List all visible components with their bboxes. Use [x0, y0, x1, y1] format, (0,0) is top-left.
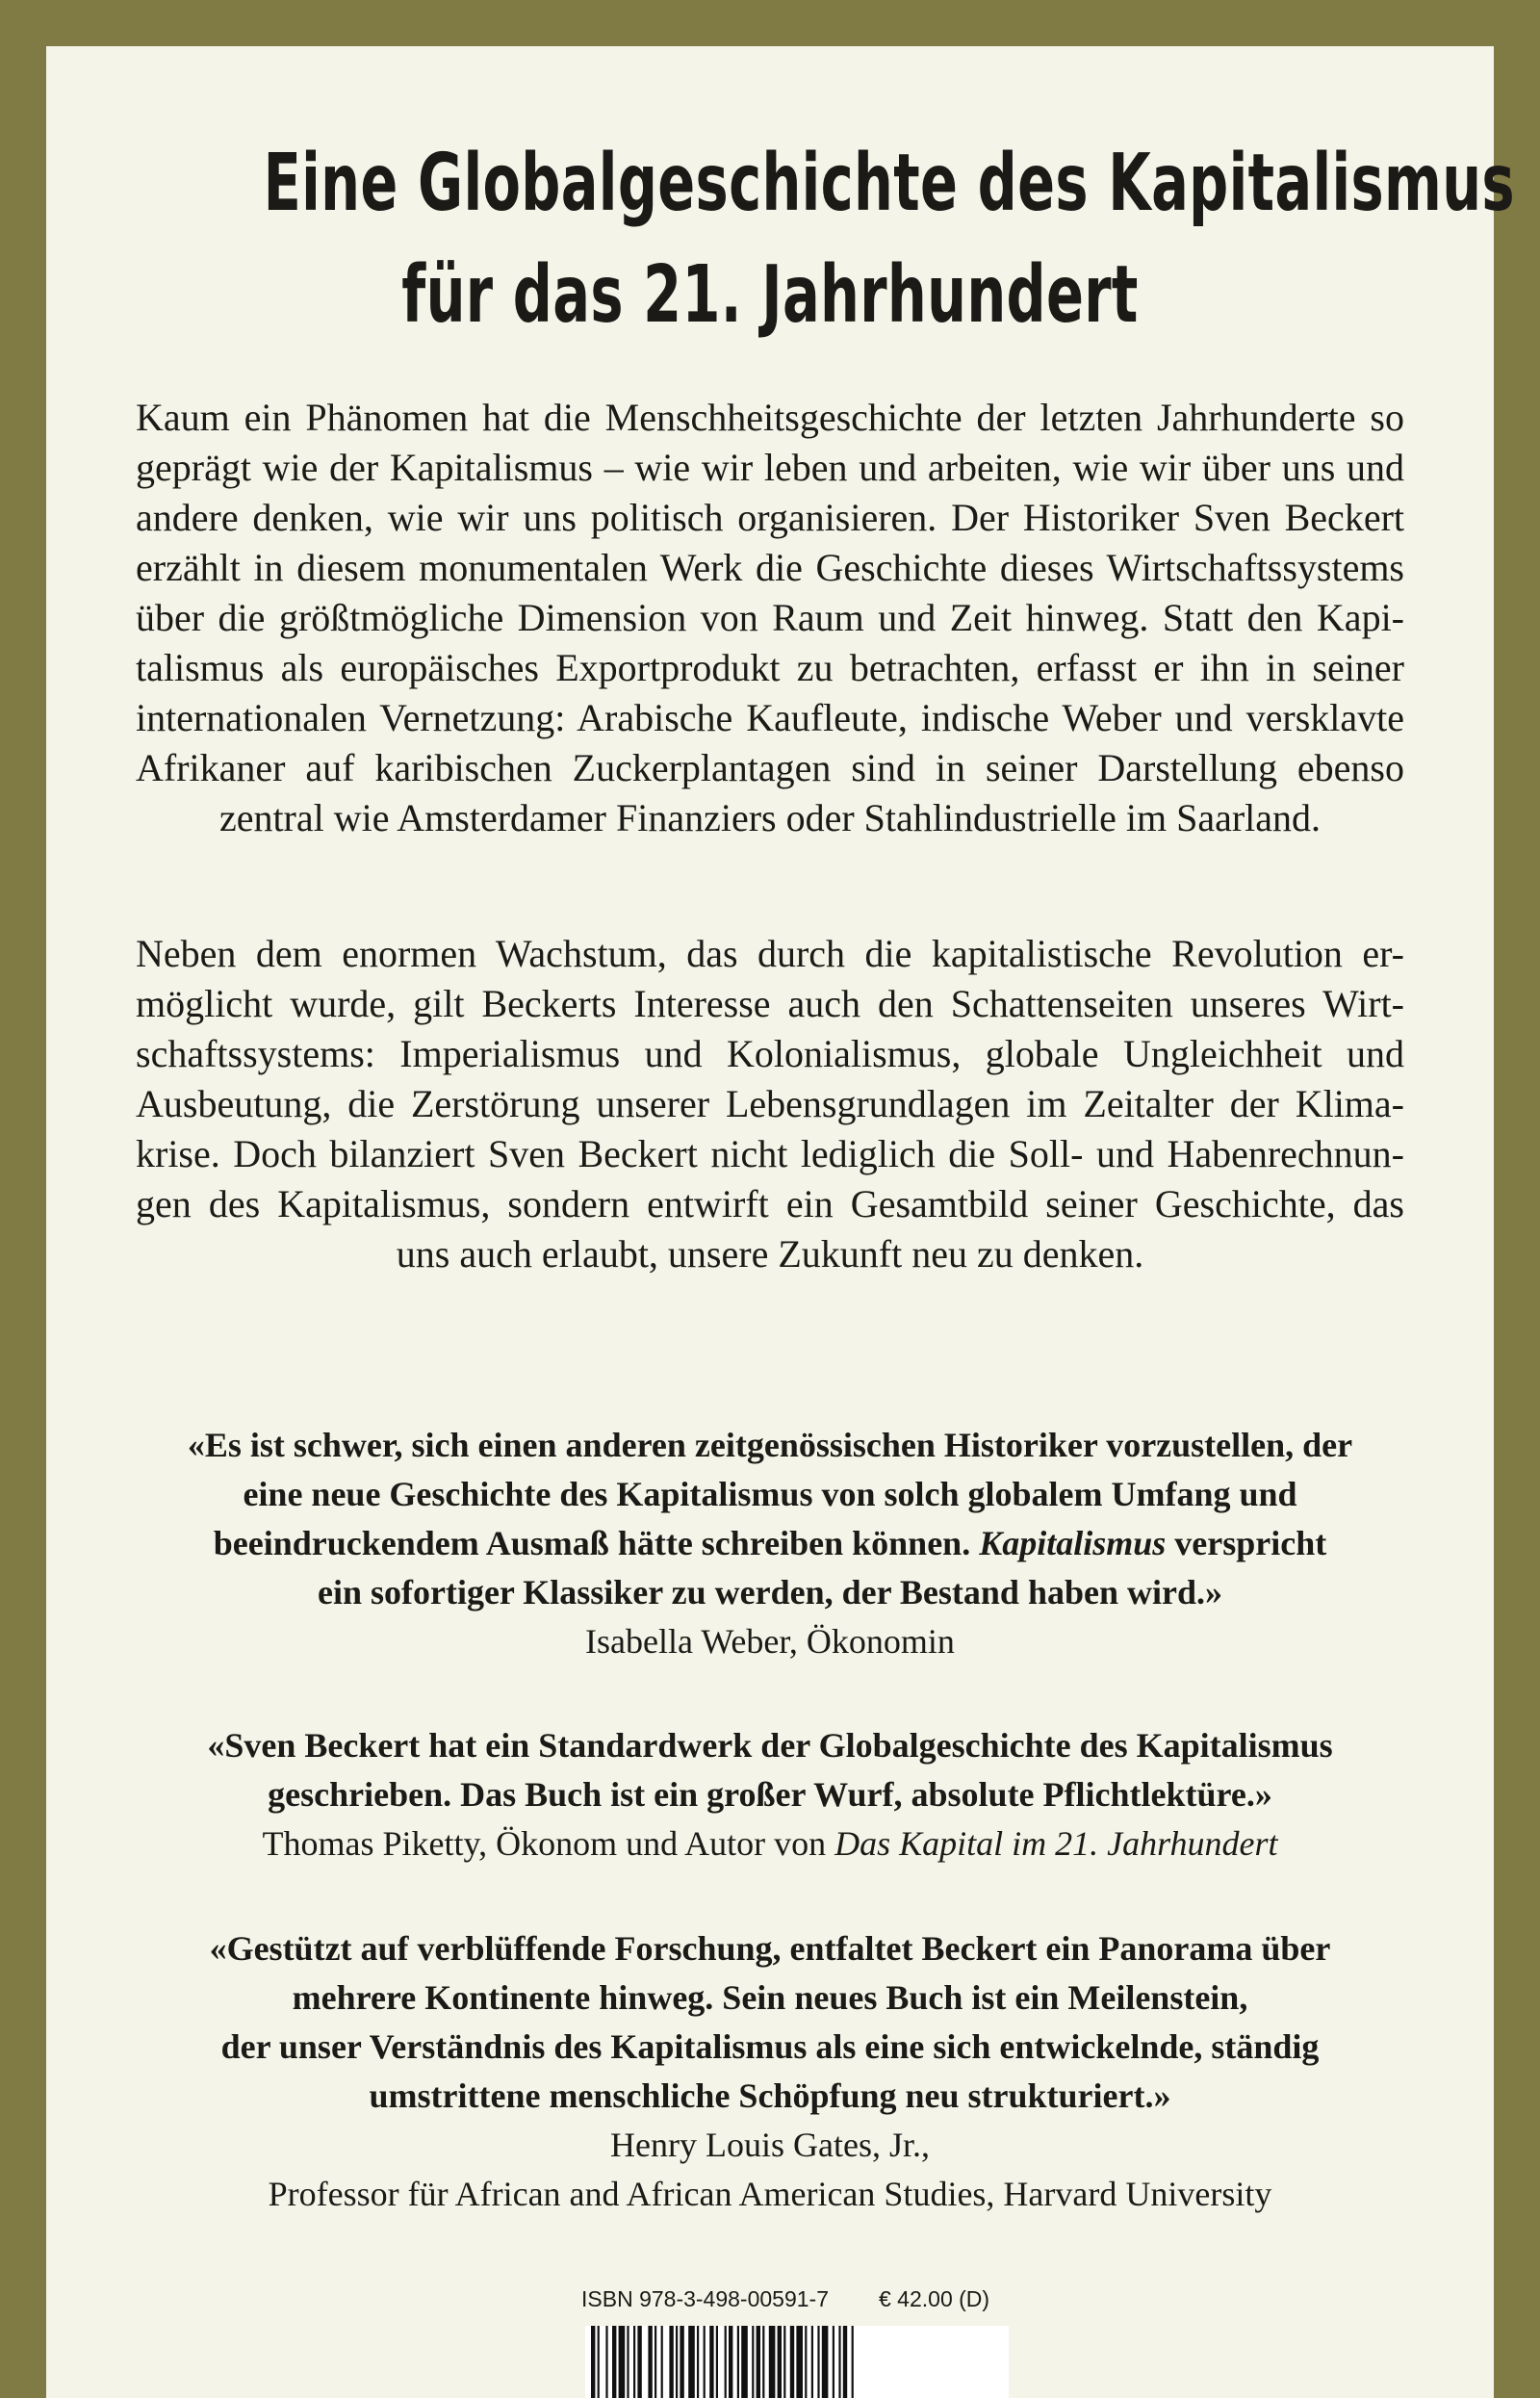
text-line: krise. Doch bilanziert Sven Beckert nicht lediglich die Soll- und Habenrechnun- — [136, 1132, 1404, 1175]
quote-line: «Es ist schwer, sich einen anderen zeitgenössischen Historiker vorzustellen, der — [187, 1426, 1353, 1464]
text-line: über die größtmögliche Dimension von Raum und Zeit hinweg. Statt den Kapi- — [136, 596, 1404, 639]
barcode-bar — [661, 2326, 663, 2398]
barcode-bar — [725, 2326, 727, 2398]
barcode-bar — [598, 2326, 600, 2398]
cover-headline — [263, 128, 1515, 351]
text-line: gen des Kapitalismus, sondern entwirft ein Gesamtbild seiner Geschichte, das — [136, 1182, 1404, 1225]
review-quote-piketty — [104, 1721, 1436, 1869]
barcode-bar — [637, 2326, 641, 2398]
barcode-bar — [737, 2326, 739, 2398]
barcode-bar — [619, 2326, 626, 2398]
text-line: erzählt in diesem monumentalen Werk die Geschichte dieses Wirtschaftssystems — [136, 546, 1404, 589]
barcode-bar — [709, 2326, 713, 2398]
blurb-paragraph-1 — [136, 393, 1404, 843]
quote-line: «Sven Beckert hat ein Standardwerk der Globalgeschichte des Kapitalismus — [207, 1726, 1333, 1765]
quote-line-text: verspricht — [1174, 1524, 1327, 1562]
barcode-bar — [633, 2326, 635, 2398]
barcode-bar — [654, 2326, 656, 2398]
barcode-bar — [817, 2326, 819, 2398]
barcode-bar — [627, 2326, 629, 2398]
barcode-bar — [741, 2326, 748, 2398]
isbn-number: ISBN 978-3-498-00591-7 — [581, 2286, 829, 2311]
quote-line: «Gestützt auf verblüffende Forschung, entfaltet Beckert ein Panorama über — [209, 1929, 1331, 1968]
quote-source: Isabella Weber, Ökonomin — [585, 1622, 955, 1661]
text-line: Neben dem enormen Wachstum, das durch die kapitalistische Revolution er- — [136, 932, 1404, 975]
text-line: schaftssystems: Imperialismus und Kolonialismus, globale Ungleichheit und — [136, 1032, 1404, 1075]
barcode-bar — [697, 2326, 699, 2398]
barcode-bar — [676, 2326, 678, 2398]
barcode-bar — [729, 2326, 732, 2398]
barcode-bar — [648, 2326, 652, 2398]
review-quote-gates — [104, 1924, 1436, 2219]
book-title-italic: Das Kapital im 21. Jahrhundert — [834, 1824, 1278, 1863]
barcode-bars — [585, 2326, 1009, 2398]
barcode-bar — [778, 2326, 782, 2398]
quote-line: ein sofortiger Klassiker zu werden, der Bestand haben wird.» — [317, 1573, 1222, 1612]
barcode-bar — [843, 2326, 847, 2398]
barcode-bar — [783, 2326, 785, 2398]
review-quote-weber — [104, 1421, 1436, 1666]
text-line: uns auch erlaubt, unsere Zukunft neu zu denken. — [396, 1232, 1144, 1276]
text-line: talismus als europäisches Exportprodukt zu betrachten, erfasst er ihn in seiner — [136, 646, 1404, 689]
isbn-price-row — [581, 2286, 989, 2312]
barcode-bar — [790, 2326, 794, 2398]
price: € 42.00 (D) — [879, 2286, 990, 2311]
quote-line: der unser Verständnis des Kapitalismus als eine sich entwickelnde, ständig — [220, 2027, 1320, 2066]
headline-line-1: Eine Globalgeschichte des Kapitalismus — [263, 138, 1515, 229]
barcode-bar — [769, 2326, 776, 2398]
barcode-bar — [680, 2326, 683, 2398]
barcode-bar — [752, 2326, 754, 2398]
quote-source — [104, 1819, 1436, 1869]
quote-line: geschrieben. Das Buch ist ein großer Wurf, absolute Pflichtlektüre.» — [268, 1775, 1272, 1814]
quote-source-text: Thomas Piketty, Ökonom und Autor von — [262, 1824, 827, 1863]
barcode-bar — [833, 2326, 834, 2398]
barcode — [585, 2326, 1009, 2398]
text-line: Kaum ein Phänomen hat die Menschheitsgeschichte der letzten Jahrhunderte so — [136, 396, 1404, 439]
back-cover-panel — [46, 46, 1515, 2398]
barcode-bar — [612, 2326, 616, 2398]
quote-line: mehrere Kontinente hinweg. Sein neues Buch ist ein Meilenstein, — [292, 1978, 1248, 2017]
headline-line-2: für das 21. Jahrhundert — [401, 249, 1139, 341]
quote-source: Professor für African and African American Studies, Harvard University — [268, 2175, 1272, 2213]
text-line: Afrikaner auf karibischen Zuckerplantagen sind in seiner Darstellung ebenso — [136, 746, 1404, 789]
text-line: möglicht wurde, gilt Beckerts Interesse auch den Schattenseiten unseres Wirt- — [136, 982, 1404, 1025]
barcode-bar — [688, 2326, 695, 2398]
text-line: internationalen Vernetzung: Arabische Kaufleute, indische Weber und versklavte — [136, 696, 1404, 739]
text-line: zentral wie Amsterdamer Finanziers oder Stahlindustrielle im Saarland. — [218, 796, 1322, 839]
barcode-bar — [762, 2326, 764, 2398]
barcode-bar — [838, 2326, 840, 2398]
quote-line — [104, 1519, 1436, 1568]
barcode-bar — [716, 2326, 718, 2398]
barcode-bar — [796, 2326, 803, 2398]
text-line: Ausbeutung, die Zerstörung unserer Lebensgrundlagen im Zeitalter der Klima- — [136, 1082, 1404, 1125]
book-title-italic: Kapitalismus — [979, 1524, 1167, 1562]
barcode-bar — [757, 2326, 760, 2398]
quote-line-text: beeindruckendem Ausmaß hätte schreiben können. — [213, 1524, 971, 1562]
barcode-bar — [811, 2326, 813, 2398]
barcode-bar — [704, 2326, 706, 2398]
quote-source: Henry Louis Gates, Jr., — [610, 2126, 930, 2164]
barcode-bar — [805, 2326, 807, 2398]
barcode-bar — [822, 2326, 829, 2398]
text-line: andere denken, wie wir uns politisch organisieren. Der Historiker Sven Beckert — [136, 496, 1404, 539]
barcode-bar — [852, 2326, 854, 2398]
barcode-bar — [669, 2326, 673, 2398]
quote-line: umstrittene menschliche Schöpfung neu strukturiert.» — [369, 2076, 1171, 2115]
text-line: geprägt wie der Kapitalismus – wie wir leben und arbeiten, wie wir über uns und — [136, 446, 1404, 489]
quote-line: eine neue Geschichte des Kapitalismus von solch globalem Umfang und — [243, 1475, 1297, 1513]
blurb-paragraph-2 — [136, 929, 1404, 1279]
barcode-bar — [591, 2326, 595, 2398]
barcode-bar — [605, 2326, 607, 2398]
